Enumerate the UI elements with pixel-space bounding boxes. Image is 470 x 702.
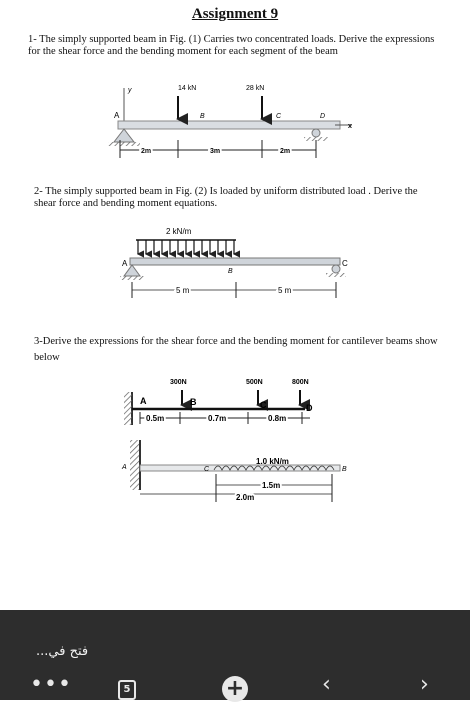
fig3-load-1: 300N bbox=[170, 379, 187, 386]
more-options-icon[interactable]: ••• bbox=[30, 672, 72, 697]
fig2-label-a: A bbox=[122, 259, 128, 268]
fig3-label-d: D bbox=[306, 403, 313, 413]
fig2-label-b: B bbox=[228, 268, 233, 275]
fig1-label-c: C bbox=[276, 113, 282, 120]
figure-4-cantilever bbox=[121, 440, 347, 502]
assignment-title: Assignment 9 bbox=[191, 6, 279, 22]
fig3-dim-1: 0.5m bbox=[146, 414, 165, 423]
fig3-load-2: 500N bbox=[246, 379, 263, 386]
pages-icon[interactable]: 5 bbox=[118, 680, 136, 700]
bottom-toolbar bbox=[0, 610, 470, 700]
figure-3-cantilever bbox=[124, 379, 313, 425]
figure-1-beam bbox=[108, 85, 352, 158]
fig3-dim-3: 0.8m bbox=[268, 414, 287, 423]
back-arrow-icon[interactable]: ‹ bbox=[322, 672, 331, 697]
fig1-x-axis-label: x bbox=[348, 123, 352, 130]
fig1-label-a: A bbox=[114, 111, 120, 120]
fig4-dim-2: 2.0m bbox=[236, 493, 255, 502]
fig1-label-b: B bbox=[200, 113, 205, 120]
figure-2-beam bbox=[120, 227, 348, 298]
fig3-dim-2: 0.7m bbox=[208, 414, 227, 423]
question-1-text: 1- The simply supported beam in Fig. (1) Carries two concentrated loads. Derive the expressions for the shear force and the bending moment for each segment of the beam bbox=[28, 34, 435, 57]
fig3-load-3: 800N bbox=[292, 379, 309, 386]
open-in-link[interactable]: فتح في... bbox=[36, 644, 89, 659]
fig4-dim-1: 1.5m bbox=[262, 481, 281, 490]
fig3-label-c: C bbox=[260, 400, 267, 410]
fig4-load-label: 1.0 kN/m bbox=[256, 457, 289, 466]
forward-arrow-icon[interactable]: › bbox=[420, 672, 429, 697]
fig1-load-1: 14 kN bbox=[178, 85, 197, 92]
fig2-dim-2: 5 m bbox=[278, 286, 292, 295]
fig1-dim-2: 3m bbox=[210, 148, 221, 155]
add-icon[interactable]: + bbox=[222, 676, 248, 702]
fig3-label-a: A bbox=[140, 396, 147, 406]
fig1-load-2: 28 kN bbox=[246, 85, 265, 92]
fig4-label-b: B bbox=[342, 466, 347, 473]
fig2-dim-1: 5 m bbox=[176, 286, 190, 295]
fig4-label-c: C bbox=[204, 466, 210, 473]
fig1-label-d: D bbox=[320, 113, 326, 120]
fig1-y-axis-label: y bbox=[128, 87, 132, 94]
fig2-label-c: C bbox=[342, 259, 348, 268]
fig1-dim-1: 2m bbox=[141, 148, 152, 155]
question-2-text: 2- The simply supported beam in Fig. (2) Is loaded by uniform distributed load . Derive the shear force and bending moment equations. bbox=[34, 186, 418, 209]
question-3-text: 3-Derive the expressions for the shear force and the bending moment for cantilever beams show below bbox=[34, 336, 438, 363]
fig4-label-a: A bbox=[122, 464, 127, 471]
fig3-label-b: B bbox=[190, 397, 197, 407]
fig1-dim-3: 2m bbox=[280, 148, 291, 155]
fig2-load-label: 2 kN/m bbox=[166, 227, 192, 236]
